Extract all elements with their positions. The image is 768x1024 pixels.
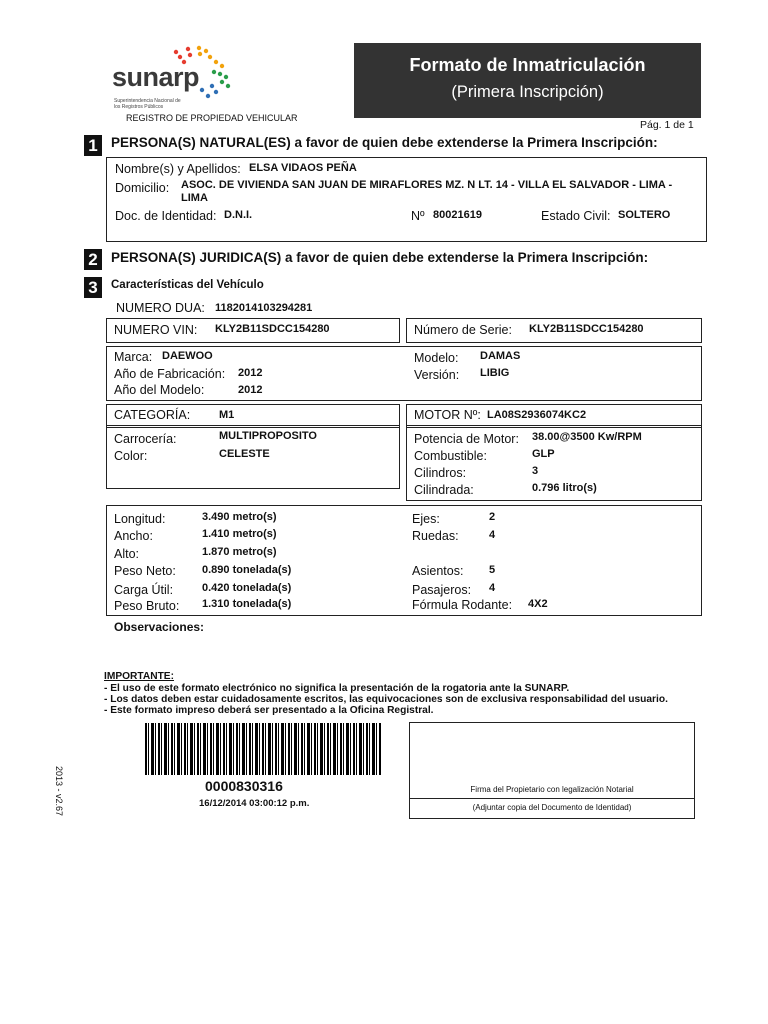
- vin-box: [106, 318, 400, 343]
- print-timestamp: 16/12/2014 03:00:12 p.m.: [199, 798, 310, 809]
- vin-value: KLY2B11SDCC154280: [215, 323, 330, 335]
- sunarp-logo: [108, 44, 243, 114]
- combustible-label: Combustible:: [414, 449, 487, 463]
- name-value: ELSA VIDAOS PEÑA: [249, 162, 357, 174]
- alto-value: 1.870 metro(s): [202, 546, 277, 558]
- color-label: Color:: [114, 449, 148, 463]
- carroceria-value: MULTIPROPOSITO: [219, 430, 317, 442]
- color-value: CELESTE: [219, 448, 270, 460]
- id-value: D.N.I.: [224, 209, 253, 221]
- vin-label: NUMERO VIN:: [114, 323, 198, 337]
- logo-tagline: Superintendencia Nacional de los Registros Públicos: [114, 98, 181, 110]
- dimensions-box: [106, 505, 702, 616]
- carroceria-box: [106, 425, 400, 489]
- name-label: Nombre(s) y Apellidos:: [115, 162, 241, 176]
- barcode-number: 0000830316: [205, 778, 283, 794]
- page-number: Pág. 1 de 1: [640, 119, 694, 131]
- logo-text: sunarp: [112, 62, 200, 92]
- ruedas-value: 4: [489, 529, 496, 541]
- registry-name: REGISTRO DE PROPIEDAD VEHICULAR: [126, 113, 298, 123]
- formula-rodante-label: Fórmula Rodante:: [412, 598, 513, 612]
- dua-label: NUMERO DUA:: [116, 301, 205, 315]
- section-1-title: PERSONA(S) NATURAL(ES) a favor de quien debe extenderse la Primera Inscripción:: [111, 135, 658, 150]
- signature-note: (Adjuntar copia del Documento de Identidad): [472, 803, 632, 812]
- dua-value: 1182014103294281: [215, 302, 313, 314]
- section-2-number: 2: [84, 249, 102, 270]
- anio-modelo-label: Año del Modelo:: [114, 383, 205, 397]
- fabricacion-label: Año de Fabricación:: [114, 367, 226, 381]
- categoria-label: CATEGORÍA:: [114, 408, 191, 422]
- version-label: Versión:: [414, 368, 460, 382]
- carga-util-value: 0.420 tonelada(s): [202, 582, 292, 594]
- id-label: Doc. de Identidad:: [115, 209, 217, 223]
- peso-neto-label: Peso Neto:: [114, 564, 176, 578]
- carroceria-label: Carrocería:: [114, 432, 177, 446]
- civil-status-value: SOLTERO: [618, 209, 671, 221]
- cilindrada-value: 0.796 litro(s): [532, 482, 597, 494]
- version-value: LIBIG: [480, 367, 510, 379]
- longitud-value: 3.490 metro(s): [202, 511, 277, 523]
- persona-natural-box: [106, 157, 707, 242]
- fabricacion-value: 2012: [238, 367, 263, 379]
- form-subtitle: (Primera Inscripción): [451, 83, 604, 101]
- marca-value: DAEWOO: [162, 350, 213, 362]
- pasajeros-value: 4: [489, 582, 496, 594]
- modelo-value: DAMAS: [480, 350, 521, 362]
- potencia-value: 38.00@3500 Kw/RPM: [532, 431, 642, 443]
- ancho-label: Ancho:: [114, 529, 153, 543]
- observaciones-label: Observaciones:: [114, 620, 205, 634]
- ancho-value: 1.410 metro(s): [202, 528, 277, 540]
- combustible-value: GLP: [532, 448, 555, 460]
- ejes-label: Ejes:: [412, 512, 440, 526]
- barcode: [145, 723, 381, 775]
- peso-bruto-label: Peso Bruto:: [114, 599, 180, 613]
- signature-divider: [410, 798, 694, 799]
- section-3-number: 3: [84, 277, 102, 298]
- serie-box: [406, 318, 702, 343]
- civil-status-label: Estado Civil:: [541, 209, 611, 223]
- doc-number-label: Nº: [411, 209, 425, 223]
- signature-box: [409, 722, 695, 819]
- cilindrada-label: Cilindrada:: [414, 483, 474, 497]
- important-line-3: - Este formato impreso deberá ser presentado a la Oficina Registral.: [104, 705, 434, 716]
- important-line-1: - El uso de este formato electrónico no significa la presentación de la rogatoria ante la SUNARP.: [104, 683, 570, 694]
- modelo-label: Modelo:: [414, 351, 459, 365]
- motor-value: LA08S2936074KC2: [487, 409, 587, 421]
- form-header: [354, 43, 701, 118]
- serie-label: Número de Serie:: [414, 323, 512, 337]
- signature-line-label: Firma del Propietario con legalización Notarial: [470, 785, 634, 794]
- ruedas-label: Ruedas:: [412, 529, 459, 543]
- address-label: Domicilio:: [115, 181, 170, 195]
- serie-value: KLY2B11SDCC154280: [529, 323, 644, 335]
- section-3-title: Características del Vehículo: [111, 279, 264, 291]
- peso-neto-value: 0.890 tonelada(s): [202, 564, 292, 576]
- ejes-value: 2: [489, 511, 496, 523]
- pasajeros-label: Pasajeros:: [412, 583, 472, 597]
- cilindros-value: 3: [532, 465, 539, 477]
- marca-label: Marca:: [114, 350, 153, 364]
- anio-modelo-value: 2012: [238, 384, 263, 396]
- important-line-2: - Los datos deben estar cuidadosamente escritos, las equivocaciones son de exclusiva responsabilidad del usuario.: [104, 694, 668, 705]
- formula-rodante-value: 4X2: [528, 598, 548, 610]
- form-title: Formato de Inmatriculación: [409, 55, 646, 75]
- doc-number-value: 80021619: [433, 209, 482, 221]
- marca-modelo-box: [106, 346, 702, 401]
- potencia-label: Potencia de Motor:: [414, 432, 519, 446]
- carga-util-label: Carga Útil:: [114, 583, 174, 597]
- asientos-value: 5: [489, 564, 496, 576]
- address-value-line2: LIMA: [181, 192, 208, 204]
- peso-bruto-value: 1.310 tonelada(s): [202, 598, 292, 610]
- motor-details-box: [406, 425, 702, 501]
- address-value-line1: ASOC. DE VIVIENDA SAN JUAN DE MIRAFLORES MZ. N LT. 14 - VILLA EL SALVADOR - LIMA -: [181, 179, 673, 191]
- categoria-value: M1: [219, 409, 235, 421]
- section-1-number: 1: [84, 135, 102, 156]
- alto-label: Alto:: [114, 547, 140, 561]
- form-version: 2013 - v2.67: [54, 766, 64, 817]
- section-2-title: PERSONA(S) JURIDICA(S) a favor de quien debe extenderse la Primera Inscripción:: [111, 250, 649, 265]
- important-title: IMPORTANTE:: [104, 671, 174, 682]
- longitud-label: Longitud:: [114, 512, 166, 526]
- asientos-label: Asientos:: [412, 564, 464, 578]
- cilindros-label: Cilindros:: [414, 466, 467, 480]
- motor-label: MOTOR Nº:: [414, 408, 481, 422]
